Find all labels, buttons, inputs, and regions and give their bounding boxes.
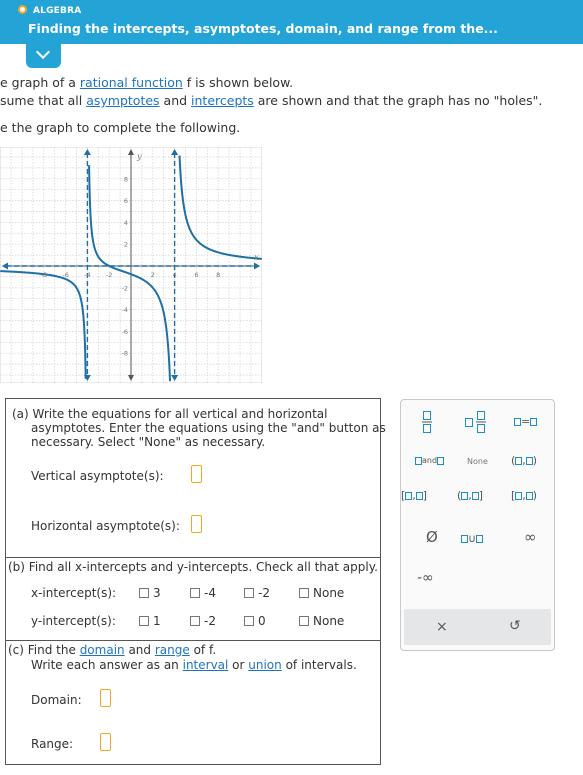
vertical-asymptote-input[interactable] <box>191 465 202 483</box>
asymptotes-link[interactable]: asymptotes <box>86 93 160 108</box>
y-tick-label: -8 <box>121 349 128 358</box>
rational-function-link[interactable]: rational function <box>79 75 183 90</box>
x-tick-label: 2 <box>150 271 155 279</box>
intro-text: and <box>159 93 192 108</box>
part-a-text: necessary. Select "None" as necessary. <box>31 435 266 449</box>
x-option-label: -4 <box>204 586 216 600</box>
y-intercept-label: y-intercept(s): <box>31 614 116 628</box>
and-key[interactable] <box>415 456 444 465</box>
range-label: Range: <box>31 737 74 751</box>
y-tick-label: 8 <box>123 175 128 184</box>
intro-text: are shown and that the graph has no "holes". <box>253 93 543 108</box>
fraction-key[interactable] <box>422 410 432 437</box>
horizontal-asymptote-label: Horizontal asymptote(s): <box>31 519 180 533</box>
y-option-label: 0 <box>258 614 266 628</box>
part-b-panel <box>5 557 381 641</box>
y-option-label: 1 <box>153 614 161 628</box>
union-link[interactable]: union <box>248 658 282 672</box>
x-option-checkbox[interactable] <box>299 588 309 598</box>
intro-line-2 <box>0 93 542 108</box>
x-option-label: -2 <box>258 586 270 600</box>
part-c-line-2 <box>31 658 357 672</box>
closed-open-interval-key[interactable]: [ , ) <box>511 489 538 502</box>
union-key[interactable]: ∪ <box>461 532 483 545</box>
subject-text: ALGEBRA <box>33 6 82 16</box>
undo-key[interactable]: ↺ <box>509 618 521 634</box>
and-key-label: and <box>422 456 438 465</box>
x-tick-label: -8 <box>40 271 48 279</box>
part-c-text: of intervals. <box>281 658 357 672</box>
part-c-text: Write each answer as an <box>31 658 183 672</box>
y-tick-label: -4 <box>121 306 128 315</box>
chevron-down-icon <box>36 45 50 59</box>
x-axis-label: x <box>254 253 259 262</box>
status-dot-icon <box>18 5 27 14</box>
interval-link[interactable]: interval <box>182 658 229 672</box>
x-option-label: 3 <box>153 586 161 600</box>
domain-label: Domain: <box>31 693 82 707</box>
y-tick-label: -2 <box>121 284 128 293</box>
x-tick-label: -2 <box>105 271 113 279</box>
mixed-number-key[interactable] <box>464 410 486 437</box>
x-option-label: None <box>313 586 345 600</box>
y-tick-label: 6 <box>123 197 128 206</box>
range-input[interactable] <box>100 733 111 751</box>
y-option-label: None <box>313 614 345 628</box>
clear-key[interactable]: × <box>436 619 448 635</box>
range-link[interactable]: range <box>154 643 190 657</box>
part-c-panel <box>5 640 381 765</box>
page-title: Finding the intercepts, asymptotes, domain, and range from the... <box>28 21 498 36</box>
domain-input[interactable] <box>100 689 111 707</box>
y-option-checkbox[interactable] <box>190 616 200 626</box>
empty-set-key[interactable]: Ø <box>426 528 438 546</box>
x-option-checkbox[interactable] <box>139 588 149 598</box>
x-tick-label: -6 <box>62 271 69 279</box>
none-key[interactable]: None <box>467 457 488 466</box>
part-a-text: (a) Write the equations for all vertical and horizontal <box>12 407 328 421</box>
intro-text: f is shown below. <box>182 75 294 90</box>
intro-text: sume that all <box>0 93 87 108</box>
x-tick-label: -4 <box>84 271 91 279</box>
subject-label <box>33 6 81 16</box>
intro-line-3: e the graph to complete the following. <box>0 120 241 135</box>
mixed-number-icon <box>464 410 486 434</box>
keypad-action-bar <box>404 609 551 645</box>
part-c-text: and <box>124 643 155 657</box>
y-tick-label: 2 <box>123 240 128 249</box>
intercepts-link[interactable]: intercepts <box>191 93 254 108</box>
math-keypad <box>400 399 555 651</box>
part-c-text: or <box>228 658 249 672</box>
part-a-panel <box>5 398 386 558</box>
vertical-asymptote-label: Vertical asymptote(s): <box>31 469 164 483</box>
y-option-checkbox[interactable] <box>299 616 309 626</box>
y-tick-label: -6 <box>121 327 128 336</box>
x-tick-label: 4 <box>172 271 177 279</box>
x-option-checkbox[interactable] <box>190 588 200 598</box>
y-axis-label: y <box>137 152 142 162</box>
part-c-text: of f. <box>189 643 217 657</box>
collapse-button[interactable] <box>26 44 61 68</box>
intro-line-1 <box>0 75 293 90</box>
part-c-text: (c) Find the <box>8 643 80 657</box>
equals-key[interactable]: = <box>514 415 537 428</box>
domain-link[interactable]: domain <box>79 643 125 657</box>
y-option-checkbox[interactable] <box>139 616 149 626</box>
intro-text: e graph of a <box>0 75 80 90</box>
x-tick-label: 8 <box>216 271 221 279</box>
closed-interval-key[interactable]: [ , ] <box>401 489 428 502</box>
y-tick-label: 4 <box>123 218 128 227</box>
y-option-checkbox[interactable] <box>244 616 254 626</box>
neg-infinity-key[interactable]: -∞ <box>417 570 434 586</box>
x-tick-label: 6 <box>194 271 199 279</box>
horizontal-asymptote-input[interactable] <box>191 515 202 533</box>
part-c-line-1 <box>8 643 216 657</box>
y-option-label: -2 <box>204 614 216 628</box>
fraction-icon <box>422 410 432 434</box>
part-a-text: asymptotes. Enter the equations using the "and" button as <box>31 421 386 435</box>
open-closed-interval-key[interactable]: ( , ] <box>457 489 484 502</box>
function-graph <box>0 147 262 383</box>
header-bar <box>0 0 583 44</box>
part-b-text: (b) Find all x-intercepts and y-intercepts. Check all that apply. <box>8 560 378 574</box>
infinity-key[interactable]: ∞ <box>524 528 537 546</box>
x-intercept-label: x-intercept(s): <box>31 586 117 600</box>
open-interval-key[interactable]: ( , ) <box>511 454 538 467</box>
x-option-checkbox[interactable] <box>244 588 254 598</box>
